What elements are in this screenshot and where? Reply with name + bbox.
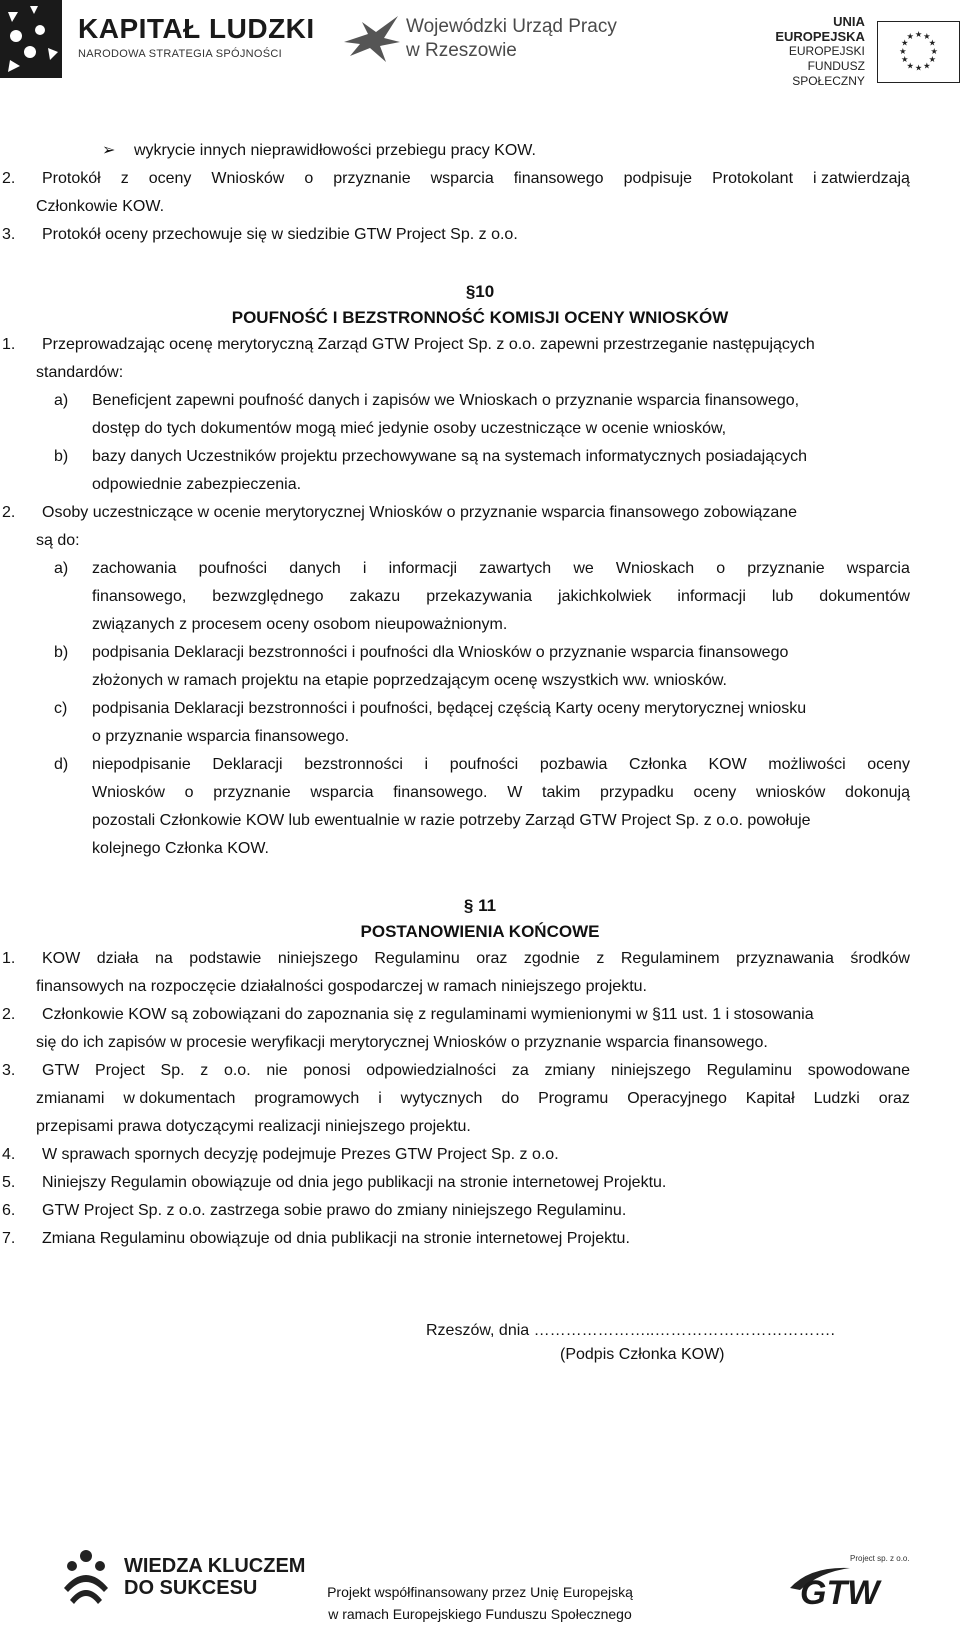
s11-5-text: Niniejszy Regulamin obowiązuje od dnia jego publikacji na stronie internetowej Projektu. [42,1174,667,1191]
ue-line-2: EUROPEJSKI [788,44,865,58]
word: KOW [42,950,81,967]
s10-a-label: a) [54,392,69,409]
s11-6-text: GTW Project Sp. z o.o. zastrzega sobie prawo do zmiany niniejszego Regulaminu. [42,1202,627,1219]
s11-1-line-2: finansowych na rozpoczęcie działalności gospodarczej w ramach niniejszego projektu. [36,978,647,995]
word: Operacyjnego [627,1090,727,1107]
word: Programu [538,1090,609,1107]
word: informacji [677,588,746,605]
word: Wniosków [92,784,165,801]
word: finansowego [513,170,604,187]
s11-7-text: Zmiana Regulaminu obowiązuje od dnia publikacji na stronie internetowej Projektu. [42,1230,630,1247]
wup-bird-icon [340,12,402,66]
word: podpisuje [623,170,693,187]
word: przyznawania [736,950,834,967]
word: działa [96,950,139,967]
ue-line-1: UNIA EUROPEJSKA [775,14,865,44]
word: wsparcia [846,560,910,577]
word: we [573,560,594,577]
point-2-number: 2. [2,170,16,187]
word: oraz [878,1090,910,1107]
word: Deklaracji [212,756,283,773]
word: Sp. [160,1062,185,1079]
ue-line-3: FUNDUSZ SPOŁECZNY [792,59,865,88]
word: Protokół [42,170,101,187]
s10-a-line-2: dostęp do tych dokumentów mogą mieć jedynie osoby uczestniczące w ocenie wniosków, [92,420,727,437]
section-10-title: POUFNOŚĆ I BEZSTRONNOŚĆ KOMISJI OCENY WNIOSKÓW [231,308,729,327]
s11-6-number: 6. [2,1202,16,1219]
word: Regulaminu [374,950,460,967]
word: Regulaminu [706,1062,792,1079]
s10-2b-line-2: złożonych w ramach projektu na etapie poprzedzającym ocenę wszystkich ww. wniosków. [92,672,727,689]
s10-item-1-number: 1. [2,336,16,353]
word: oceny [867,756,910,773]
s10-item-1-line-2: standardów: [36,364,124,381]
s11-3-line-3: przepisami prawa dotyczącymi realizacji niniejszego projektu. [36,1118,471,1135]
s10-2b-line-1: podpisania Deklaracji bezstronności i poufności dla Wniosków o przyznanie wsparcia finansowego [92,644,789,661]
kapital-ludzki-logo [0,0,315,78]
gtw-logo [790,1554,910,1615]
word: oceny [148,170,192,187]
word: zachowania [92,560,177,577]
word: Project [95,1062,145,1079]
word: wsparcia [310,784,374,801]
word: lub [771,588,794,605]
word: Członka [629,756,687,773]
s11-2-line-2: się do ich zapisów w procesie weryfikacji merytorycznej Wniosków o przyznanie wsparcia finansowego. [36,1034,768,1051]
word: i [378,1090,382,1107]
word: niniejszego [277,950,358,967]
word: odpowiedzialności [366,1062,497,1079]
word: Kapitał [745,1090,795,1107]
word: bezstronności [304,756,403,773]
gtw-logo-text: GTW [800,1574,880,1610]
word: zmianami [36,1090,105,1107]
word: o [304,170,314,187]
svg-text:★: ★ [899,45,907,56]
s10-2d-line-2 [92,784,910,802]
word: i [424,756,429,773]
word: informacji [388,560,458,577]
word: W [507,784,523,801]
word: niepodpisanie [92,756,191,773]
s10-2d-line-1 [92,756,910,774]
word: z [596,950,605,967]
word: Protokolant [712,170,794,187]
word: przyznanie [213,784,291,801]
s10-2d-label: d) [54,756,69,773]
word: bezwzględnego [212,588,324,605]
svg-text:★: ★ [906,60,914,71]
eu-logo [742,14,960,89]
s10-2d-line-4: kolejnego Członka KOW. [92,840,269,857]
s10-2c-line-1: podpisania Deklaracji bezstronności i poufności, będącej częścią Karty oceny merytorycznej wniosku [92,700,807,717]
word: o [716,560,726,577]
word: zawartych [479,560,552,577]
wup-logo [340,12,617,66]
svg-text:★: ★ [928,37,936,48]
gtw-logo-icon [790,1560,900,1610]
s10-item-2-line-1: Osoby uczestniczące w ocenie merytorycznej Wniosków o przyznanie wsparcia finansowego zobowiązane [42,504,798,521]
word: przypadku [600,784,674,801]
word: poufności [198,560,268,577]
wk-line-1: WIEDZA KLUCZEM [124,1555,306,1577]
word: jakichkolwiek [558,588,652,605]
s10-item-2-number: 2. [2,504,16,521]
s11-4-number: 4. [2,1146,16,1163]
s10-b-line-1: bazy danych Uczestników projektu przechowywane są na systemach informatycznych posiadających [92,448,808,465]
word: Ludzki [813,1090,860,1107]
s11-1-number: 1. [2,950,16,967]
s10-2b-label: b) [54,644,69,661]
s11-3-line-2 [36,1090,910,1108]
wiedza-kluczem-logo [60,1548,305,1606]
word: GTW [42,1062,80,1079]
people-emblem-icon [60,1548,112,1606]
footer-cofinancing-note [300,1581,660,1625]
word: przekazywania [426,588,533,605]
svg-text:★: ★ [900,53,909,64]
bullet-item: wykrycie innych nieprawidłowości przebiegu pracy KOW. [134,142,536,159]
gtw-small-text: Project sp. z o.o. [850,1554,910,1563]
s11-1-line-1 [42,950,910,968]
s11-7-number: 7. [2,1230,16,1247]
word: zmiany [544,1062,596,1079]
s11-3-line-1 [42,1062,910,1080]
section-10-number: §10 [465,282,495,301]
svg-text:★: ★ [923,30,931,41]
word: finansowego. [393,784,488,801]
kapital-ludzki-emblem-icon [0,0,62,78]
word: przyznanie [747,560,825,577]
s11-2-number: 2. [2,1006,16,1023]
word: dokumentów [819,588,910,605]
svg-text:★: ★ [923,60,931,71]
word: poufności [449,756,519,773]
word: dokonują [845,784,910,801]
word: i zatwierdzają [813,170,910,187]
word: Wniosków [211,170,285,187]
s10-2a-label: a) [54,560,69,577]
kl-title: KAPITAŁ LUDZKI [78,13,315,44]
s10-item-1-line-1: Przeprowadzając ocenę merytoryczną Zarząd GTW Project Sp. z o.o. zapewni przestrzeganie następujących [42,336,815,353]
word: wniosków [755,784,826,801]
word: zgodnie [523,950,580,967]
s10-2a-line-1 [92,560,910,578]
word: oraz [476,950,508,967]
s10-a-line-1: Beneficjent zapewni poufność danych i zapisów we Wnioskach o przyznanie wsparcia finansowego, [92,392,800,409]
word: z [200,1062,209,1079]
s11-4-text: W sprawach spornych decyzję podejmuje Prezes GTW Project Sp. z o.o. [42,1146,559,1163]
word: wsparcia [430,170,494,187]
svg-text:★: ★ [914,28,923,39]
s11-2-line-1: Członkowie KOW są zobowiązani do zapoznania się z regulaminami wymienionymi w §11 ust. 1 i stosowania [42,1006,814,1023]
header [0,0,960,88]
word: możliwości [768,756,846,773]
word: niniejszego [610,1062,691,1079]
word: za [511,1062,529,1079]
svg-text:★: ★ [928,53,936,64]
point-3-number: 3. [2,226,16,243]
word: nie [266,1062,288,1079]
s10-2d-line-3: pozostali Członkowie KOW lub ewentualnie w razie potrzeby Zarząd GTW Project Sp. z o.o. powołuje [92,812,811,829]
svg-text:★: ★ [930,45,938,56]
word: na [155,950,173,967]
eu-flag-icon [877,21,960,83]
wup-line-2: w Rzeszowie [406,40,517,61]
word: środków [850,950,910,967]
s10-item-2-line-2: są do: [36,532,80,549]
word: KOW [708,756,747,773]
signature-caption: (Podpis Członka KOW) [560,1346,725,1363]
word: podstawie [189,950,262,967]
word: przyznanie [333,170,411,187]
word: pozbawia [539,756,608,773]
word: programowych [254,1090,360,1107]
s11-3-number: 3. [2,1062,16,1079]
s10-b-label: b) [54,448,69,465]
word: takim [542,784,581,801]
wk-line-2: DO SUKCESU [124,1577,258,1599]
s10-2c-line-2: o przyznanie wsparcia finansowego. [92,728,350,745]
svg-text:★: ★ [914,61,923,72]
footer-line-2: w ramach Europejskiego Funduszu Społecznego [328,1606,632,1622]
s10-2a-line-3: związanych z procesem oceny osobom nieupoważnionym. [92,616,508,633]
wup-line-1: Wojewódzki Urząd Pracy [406,16,617,37]
word: Wnioskach [615,560,695,577]
signature-place-date: Rzeszów, dnia …………………..……………………………. [426,1322,835,1339]
s11-5-number: 5. [2,1174,16,1191]
word: z [120,170,129,187]
section-11-number: § 11 [463,896,497,915]
word: wytycznych [400,1090,483,1107]
section-11-title: POSTANOWIENIA KOŃCOWE [360,922,600,941]
word: o [184,784,194,801]
word: do [501,1090,520,1107]
word: ponosi [303,1062,351,1079]
word: zakazu [349,588,401,605]
word: spowodowane [807,1062,910,1079]
footer-line-1: Projekt współfinansowany przez Unię Europejską [327,1584,633,1600]
point-3-text: Protokół oceny przechowuje się w siedzibie GTW Project Sp. z o.o. [42,226,518,243]
s10-2a-line-2 [92,588,910,606]
s10-b-line-2: odpowiednie zabezpieczenia. [92,476,302,493]
point-2-line-2: Członkowie KOW. [36,198,165,215]
word: i [362,560,367,577]
svg-text:★: ★ [906,30,914,41]
point-2-line-1 [42,170,910,188]
word: finansowego, [92,588,187,605]
kl-subtitle: NARODOWA STRATEGIA SPÓJNOŚCI [78,48,282,60]
svg-text:★: ★ [900,37,909,48]
word: Regulaminem [620,950,720,967]
s10-2c-label: c) [54,700,68,717]
word: w dokumentach [123,1090,236,1107]
word: o.o. [223,1062,251,1079]
word: oceny [693,784,737,801]
word: danych [289,560,341,577]
arrow-bullet-icon: ➢ [102,142,116,159]
